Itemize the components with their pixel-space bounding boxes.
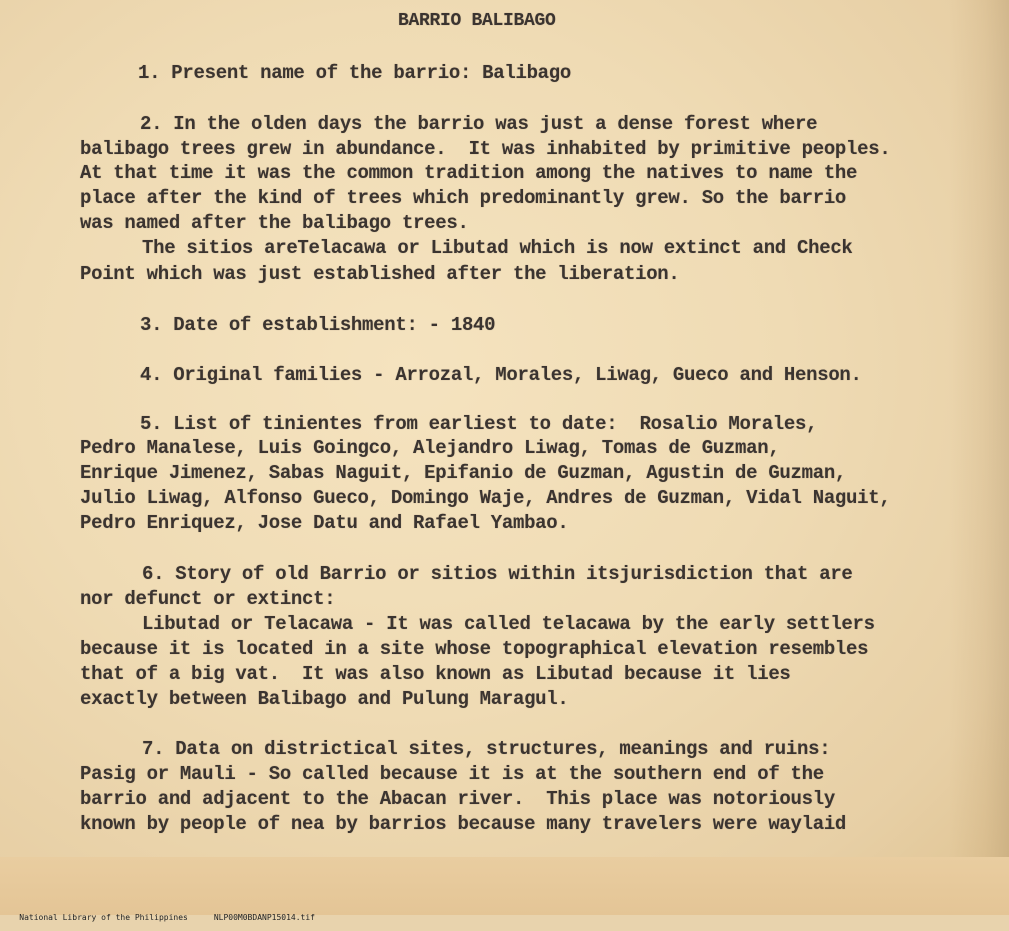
- item-6-line-4: because it is located in a site whose topographical elevation resembles: [80, 638, 869, 660]
- item-6-line-1: 6. Story of old Barrio or sitios within itsjurisdiction that are: [142, 563, 853, 585]
- item-5-line-1: 5. List of tinientes from earliest to date: Rosalio Morales,: [140, 413, 818, 435]
- item-6-line-6: exactly between Balibago and Pulung Maragul.: [80, 688, 569, 710]
- item-7-line-3: barrio and adjacent to the Abacan river. This place was notoriously: [80, 788, 835, 810]
- scan-footer: [0, 904, 341, 931]
- item-2-line-3: At that time it was the common tradition among the natives to name the: [80, 162, 858, 184]
- item-5-line-2: Pedro Manalese, Luis Goingco, Alejandro Liwag, Tomas de Guzman,: [80, 437, 780, 459]
- item-1: 1. Present name of the barrio: Balibago: [138, 62, 571, 84]
- item-4: 4. Original families - Arrozal, Morales, Liwag, Gueco and Henson.: [140, 364, 862, 386]
- item-2-line-5: was named after the balibago trees.: [80, 212, 469, 234]
- item-6-line-5: that of a big vat. It was also known as Libutad because it lies: [80, 663, 791, 685]
- footer-source: National Library of the Philippines: [19, 913, 188, 922]
- item-2-line-2: balibago trees grew in abundance. It was inhabited by primitive peoples.: [80, 138, 891, 160]
- item-6-line-2: nor defunct or extinct:: [80, 588, 336, 610]
- item-6-line-3: Libutad or Telacawa - It was called telacawa by the early settlers: [142, 613, 875, 635]
- footer-file: NLP00M0BDANP15014.tif: [213, 913, 315, 922]
- item-5-line-3: Enrique Jimenez, Sabas Naguit, Epifanio de Guzman, Agustin de Guzman,: [80, 462, 847, 484]
- item-2-line-6: The sitios areTelacawa or Libutad which is now extinct and Check: [142, 237, 853, 259]
- item-3: 3. Date of establishment: - 1840: [140, 314, 496, 336]
- item-7-line-2: Pasig or Mauli - So called because it is at the southern end of the: [80, 763, 824, 785]
- item-5-line-5: Pedro Enriquez, Jose Datu and Rafael Yambao.: [80, 512, 569, 534]
- document-title: BARRIO BALIBAGO: [398, 11, 556, 31]
- item-5-line-4: Julio Liwag, Alfonso Gueco, Domingo Waje, Andres de Guzman, Vidal Naguit,: [80, 487, 891, 509]
- item-2-line-7: Point which was just established after the liberation.: [80, 263, 680, 285]
- item-2-line-1: 2. In the olden days the barrio was just a dense forest where: [140, 113, 818, 135]
- item-7-line-4: known by people of nea by barrios because many travelers were waylaid: [80, 813, 847, 835]
- item-7-line-1: 7. Data on districtical sites, structures, meanings and ruins:: [142, 738, 831, 760]
- item-2-line-4: place after the kind of trees which predominantly grew. So the barrio: [80, 187, 847, 209]
